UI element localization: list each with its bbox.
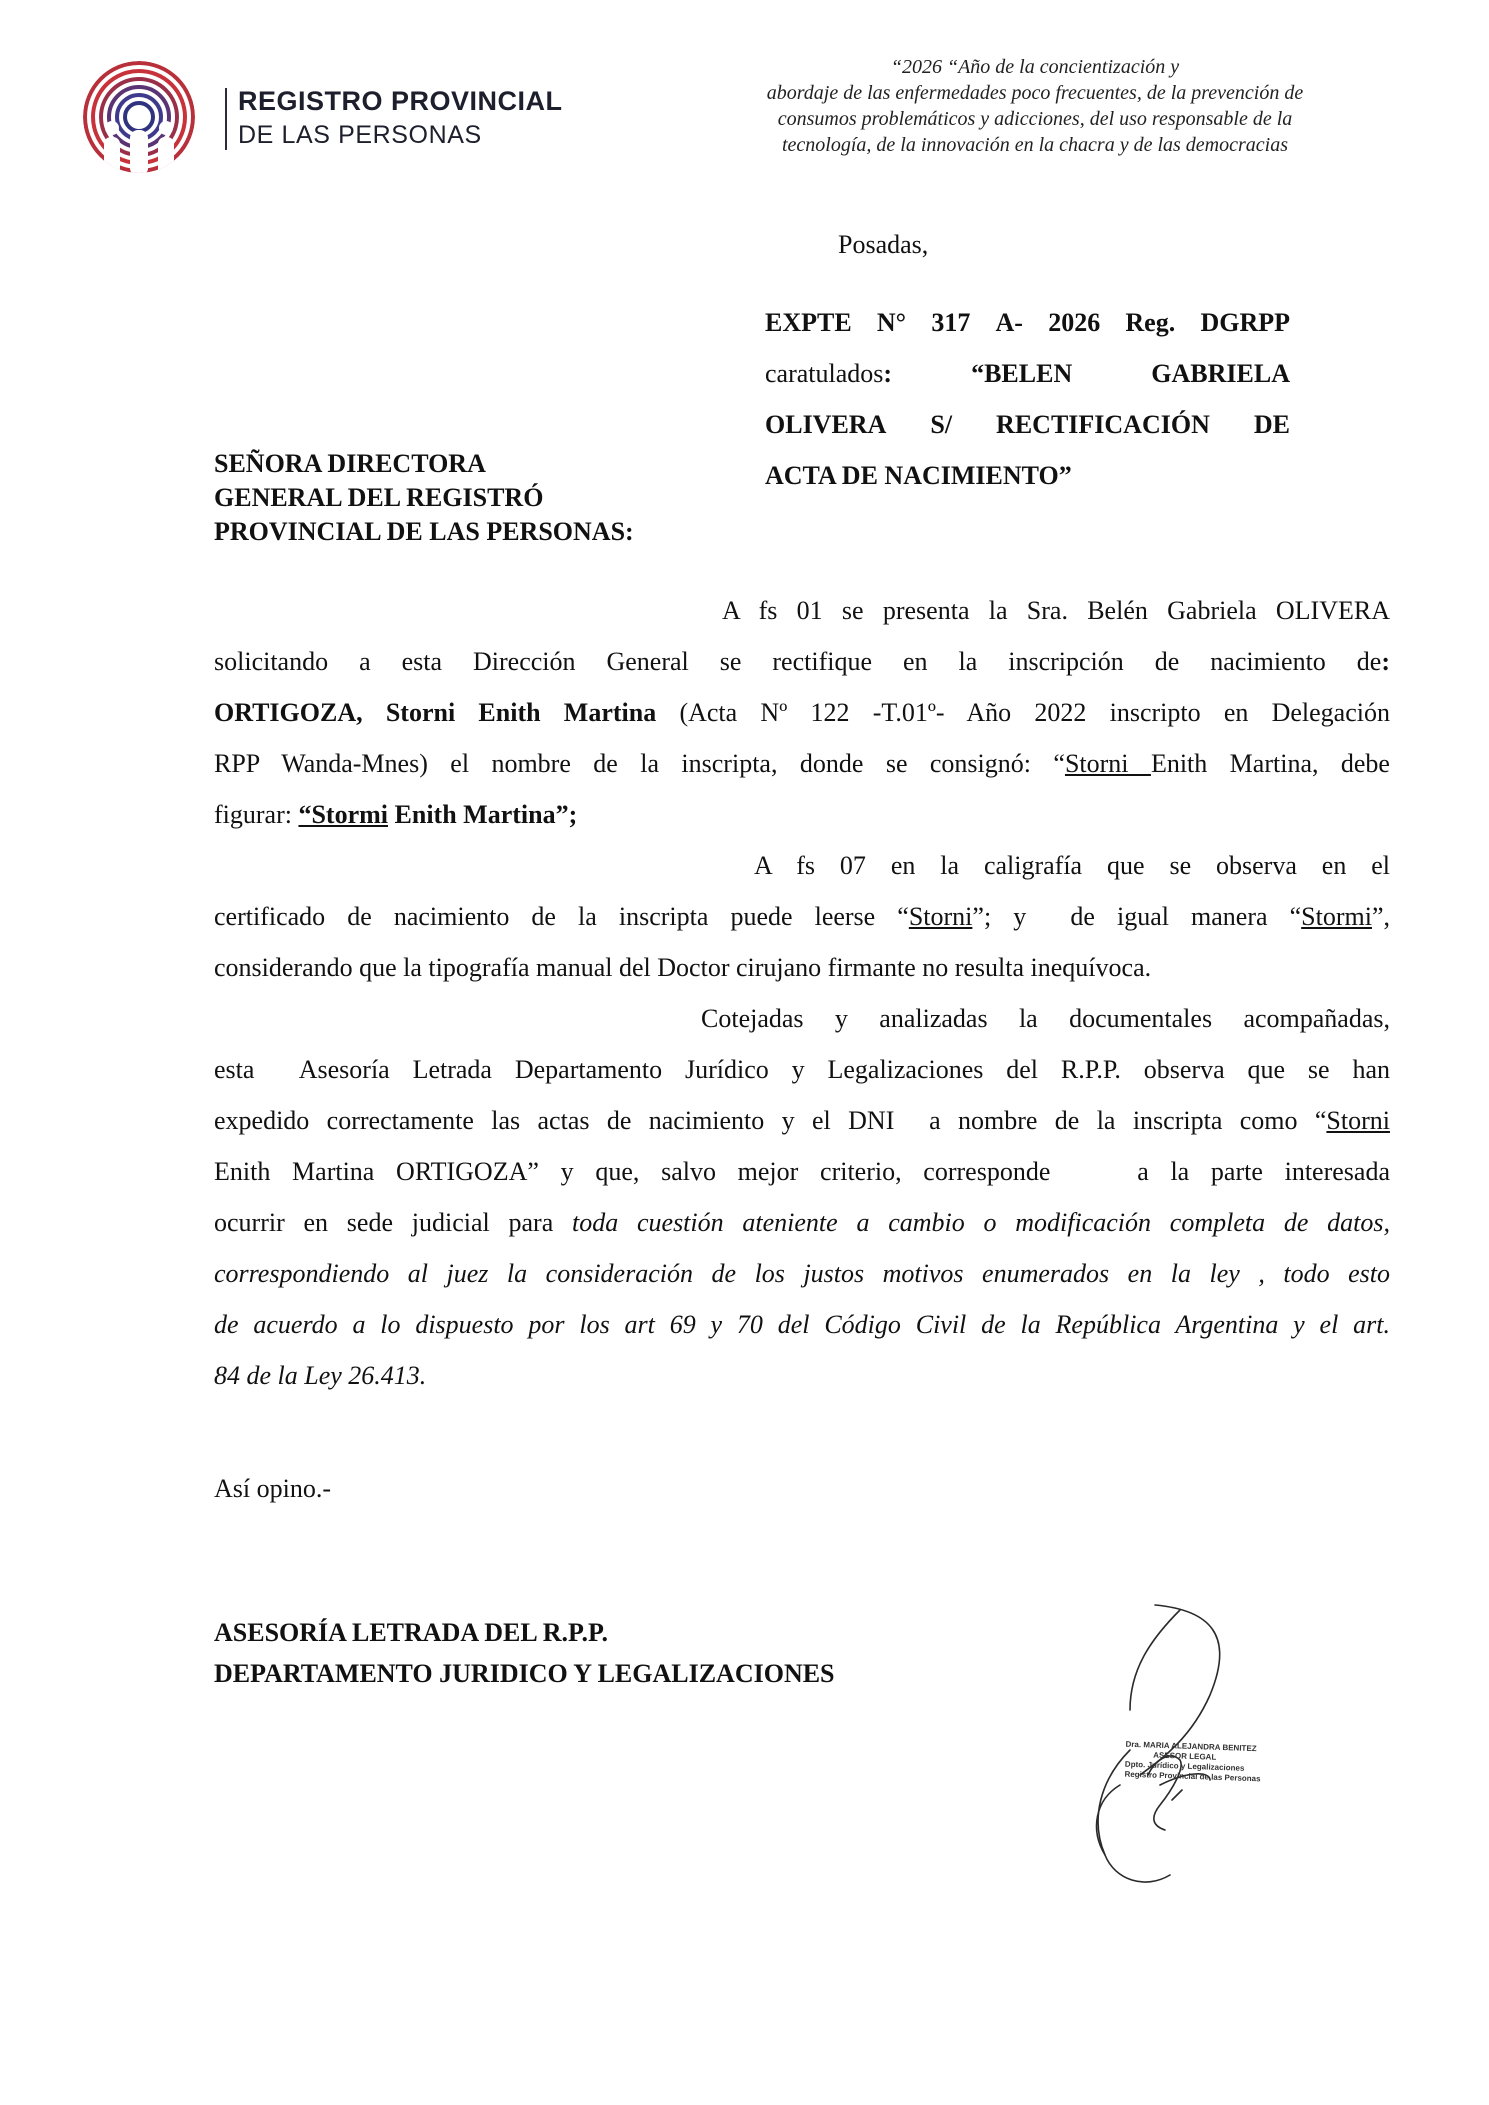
expte-word: RECTIFICACIÓN [996, 410, 1210, 439]
expte-word: A- [995, 308, 1023, 337]
expte-word: N° [876, 308, 907, 337]
registro-provincial-logo-icon [74, 58, 204, 176]
addressee-line: SEÑORA DIRECTORA [214, 449, 486, 478]
motto-line: tecnología, de la innovación en la chacra y de las democracias [782, 134, 1288, 156]
p3-line: de acuerdo a lo dispuesto por los art 69 y 70 del Código Civil de la República Argentina y el art. [214, 1310, 1390, 1339]
expte-line-2 [765, 357, 1290, 408]
p2-text: ”; y de igual manera “ [972, 902, 1302, 931]
p3-line [214, 1095, 1390, 1146]
underlined-name: Storni [1326, 1106, 1390, 1135]
p3-line: correspondiendo al juez la consideración de los justos motivos enumerados en la ley , todo esto [214, 1259, 1390, 1288]
p3-line: 84 de la Ley 26.413. [214, 1361, 427, 1390]
expte-word: GABRIELA [1151, 359, 1290, 388]
expte-word: “BELEN [971, 359, 1073, 388]
org-title: REGISTRO PROVINCIAL [238, 86, 563, 116]
expte-word: Reg. [1125, 308, 1176, 337]
inscripta-name: ORTIGOZA, Storni Enith Martina [214, 698, 657, 727]
signature-line: ASESORÍA LETRADA DEL R.P.P. [214, 1618, 608, 1647]
stamp-role: ASESOR LEGAL [1153, 1750, 1217, 1762]
signature-line: DEPARTAMENTO JURIDICO Y LEGALIZACIONES [214, 1659, 835, 1688]
logo-divider [225, 88, 227, 150]
org-subtitle: DE LAS PERSONAS [238, 121, 482, 149]
stamp-org: Registro Provincial de las Personas [1124, 1769, 1261, 1784]
p2-line: considerando que la tipografía manual del Doctor cirujano firmante no resulta inequívoca. [214, 953, 1152, 982]
stamp-dept: Dpto. Jurídico y Legalizaciones [1124, 1759, 1245, 1773]
expte-word: 2026 [1048, 308, 1101, 337]
p1-line [214, 636, 1390, 687]
p3-line [214, 1197, 1390, 1248]
caratulados-label: caratulados [765, 359, 884, 388]
p1-text: (Acta Nº 122 -T.01º- Año 2022 inscripto en Delegación [656, 698, 1390, 727]
expediente-caption [765, 306, 1290, 493]
motto [690, 54, 1380, 158]
p1-line [214, 687, 1390, 738]
p1-text: RPP Wanda-Mnes) el nombre de la inscripta, donde se consignó: “ [214, 749, 1065, 778]
p3-italic: toda cuestión ateniente a cambio o modificación completa de datos, [572, 1208, 1390, 1237]
stamp-name: Dra. MARIA ALEJANDRA BENITEZ [1125, 1739, 1257, 1754]
signature-block [214, 1612, 835, 1694]
p1-text: Enith Martina, debe [1150, 749, 1390, 778]
corrected-name: “Stormi [298, 800, 389, 829]
p1-line [214, 789, 1390, 840]
addressee [214, 447, 634, 549]
p2-text: ”, [1371, 902, 1390, 931]
motto-line: “2026 “Año de la concientización y [890, 56, 1180, 78]
official-stamp [1124, 1740, 1261, 1785]
expte-word: DGRPP [1200, 308, 1290, 337]
place: Posadas, [838, 230, 929, 259]
p3-line: Enith Martina ORTIGOZA” y que, salvo mejor criterio, corresponde a la parte interesada [214, 1157, 1390, 1186]
expte-word: OLIVERA [765, 410, 887, 439]
p2-line [214, 891, 1390, 942]
expte-line-3 [765, 408, 1290, 459]
underlined-name: Stormi [1301, 902, 1372, 931]
p3-line: Cotejadas y analizadas la documentales acompañadas, [701, 1004, 1390, 1033]
p2-text: certificado de nacimiento de la inscripta puede leerse “ [214, 902, 909, 931]
expte-word: EXPTE [765, 308, 852, 337]
expte-line-1 [765, 306, 1290, 357]
addressee-line: PROVINCIAL DE LAS PERSONAS: [214, 517, 634, 546]
expte-line-4: ACTA DE NACIMIENTO” [765, 461, 1072, 490]
p2-line: A fs 07 en la caligrafía que se observa en el [754, 851, 1390, 880]
p1-line: A fs 01 se presenta la Sra. Belén Gabriela OLIVERA [722, 596, 1390, 625]
closing: Así opino.- [214, 1474, 331, 1503]
corrected-name-rest: Enith Martina”; [388, 800, 578, 829]
document-body [214, 585, 1390, 1401]
expte-label [765, 357, 892, 408]
p3-text: expedido correctamente las actas de nacimiento y el DNI a nombre de la inscripta como “ [214, 1106, 1327, 1135]
p1-text: solicitando a esta Dirección General se rectifique en la inscripción de nacimiento de [214, 647, 1382, 676]
underlined-name: Storni [1064, 749, 1151, 778]
caratulados-colon: : [883, 359, 893, 388]
expte-word: DE [1253, 410, 1290, 439]
p1-line [214, 738, 1390, 789]
motto-line: abordaje de las enfermedades poco frecuentes, de la prevención de [766, 82, 1304, 104]
p3-line: esta Asesoría Letrada Departamento Jurídico y Legalizaciones del R.P.P. observa que se han [214, 1055, 1390, 1084]
expte-word: 317 [931, 308, 971, 337]
underlined-name: Storni [908, 902, 973, 931]
p1-colon: : [1381, 647, 1390, 676]
motto-line: consumos problemáticos y adicciones, del uso responsable de la [777, 108, 1293, 130]
p1-text: figurar: [214, 800, 299, 829]
addressee-line: GENERAL DEL REGISTRÓ [214, 483, 544, 512]
p3-text: ocurrir en sede judicial para [214, 1208, 572, 1237]
expte-word: S/ [930, 410, 953, 439]
